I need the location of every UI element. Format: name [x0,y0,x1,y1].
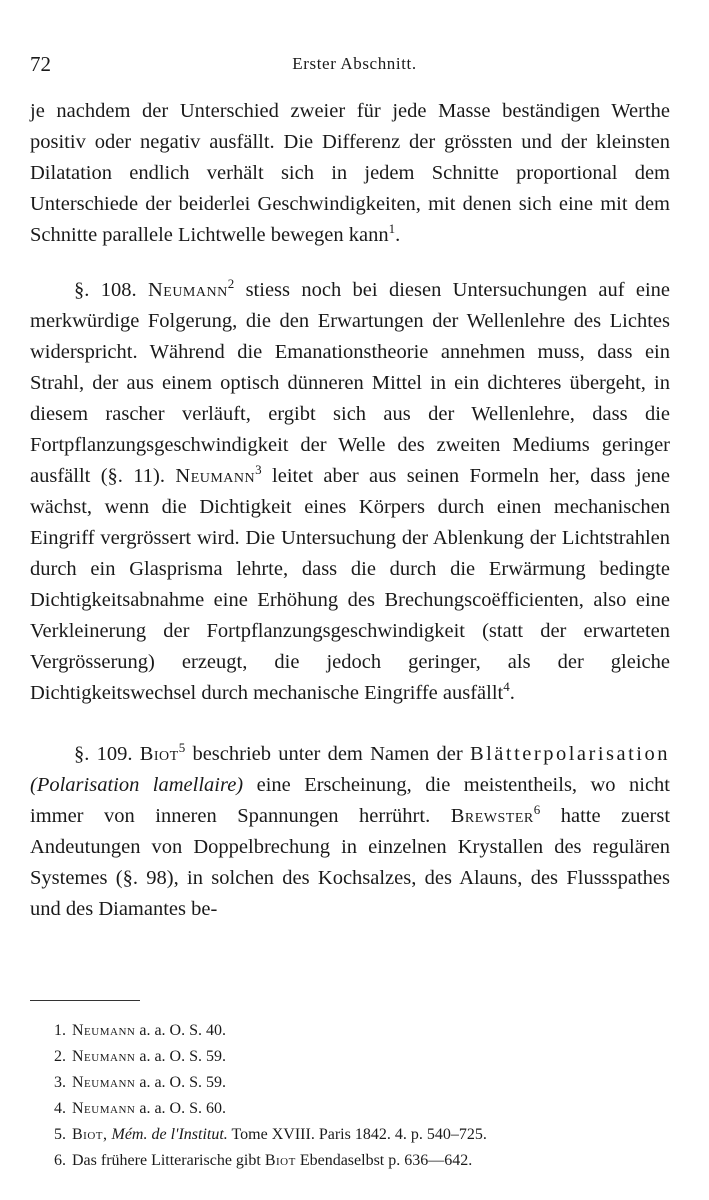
running-title: Erster Abschnitt. [292,54,417,73]
author-name: Neumann [147,279,228,301]
footnote-item [44,1018,487,1044]
page-number: 72 [30,52,51,76]
section-number: §. 109. [74,743,133,765]
footnote-number: 1. [54,1022,66,1039]
author-name: Biot [264,1152,296,1169]
paragraph-text: eine Erscheinung, die meistentheils, wo nicht immer von inneren Spannungen herrührt. [30,774,670,827]
spaced-term: Blätterpolarisation [469,743,671,765]
footnote-text: Ebendaselbst p. 636—642. [299,1152,473,1169]
paragraph-text: je nachdem der Unterschied zweier für jede Masse beständigen Werthe positiv oder negativ ausfällt. Die Differenz der grössten und der kleinsten Dilatation endlich verhält sich in jedem Schnitte proportional dem Unterschiede der beiderlei Geschwindigkeiten, mit denen sich eine mit dem Schnitte parallele Lichtwelle bewegen kann [30,100,670,246]
footnote-text: a. a. O. S. 59. [139,1074,226,1091]
author-name: Neumann [175,465,256,487]
footnote-text: Das frühere Litterarische gibt [72,1152,261,1169]
footnote-item [44,1122,487,1148]
footnote-ref: 6 [533,802,541,818]
author-name: Neumann [72,1100,136,1117]
footnote-text: Tome XVIII. Paris 1842. 4. p. 540–725. [231,1126,487,1143]
main-text [30,96,670,925]
author-name: Neumann [72,1048,136,1065]
footnote-number: 4. [54,1100,66,1117]
footnote-item [44,1148,487,1174]
footnote-item [44,1044,487,1070]
footnote-number: 2. [54,1048,66,1065]
footnote-text: a. a. O. S. 40. [139,1022,226,1039]
footnote-ref: 4 [503,679,510,695]
section-number: §. 108. [74,279,137,301]
page-header [30,52,679,82]
punctuation: . [395,224,401,246]
paragraph-text: beschrieb unter dem Namen der [192,743,463,765]
footnote-item [44,1070,487,1096]
italic-term: (Polarisation lamellaire) [30,774,244,796]
footnote-ref: 5 [178,740,186,756]
footnote-ref: 1 [388,221,396,237]
paragraph-text: leitet aber aus seinen Formeln her, dass jene wächst, wenn die Dichtigkeit eines Körpers durch einen mechanischen Eingriff vergrössert wird. Die Untersuchung der Ablenkung der Lichtstrahlen durch ein Glasprisma lehrte, dass die durch die Erwärmung bedingte Dichtigkeitsabnahme eine Erhöhung des Brechungscoëfficienten, also eine Verkleinerung der Fortpflanzungsgeschwindigkeit (statt der erwarteten Vergrösserung) erzeugt, die jedoch geringer, als der gleiche Dichtigkeitswechsel durch mechanische Eingriffe ausfällt [30,465,671,704]
italic-title: Mém. de l'Institut. [111,1126,228,1143]
footnote-divider [30,1000,140,1001]
paragraph-text: hatte zuerst Andeutungen von Doppelbrechung in einzelnen Krystallen des regulären Systemes (§. 98), in solchen des Kochsalzes, des Alauns, des Flussspathes und des Diamantes be- [30,805,671,920]
author-name: Neumann [72,1074,136,1091]
paragraph-continuation [30,96,670,251]
punctuation: . [509,682,515,704]
footnote-number: 3. [54,1074,66,1091]
footnote-ref: 3 [255,462,262,478]
footnotes [44,1018,487,1174]
footnote-text: a. a. O. S. 59. [139,1048,226,1065]
footnote-number: 6. [54,1152,66,1169]
footnote-text: a. a. O. S. 60. [139,1100,226,1117]
paragraph-section-108 [30,275,670,709]
author-name: Brewster [450,805,534,827]
author-name: Neumann [72,1022,136,1039]
footnote-item [44,1096,487,1122]
author-name: Biot, [72,1126,108,1143]
author-name: Biot [139,743,179,765]
footnote-ref: 2 [227,276,235,292]
footnote-number: 5. [54,1126,66,1143]
paragraph-section-109 [30,739,670,925]
paragraph-text: stiess noch bei diesen Untersuchungen auf eine merkwürdige Folgerung, die den Erwartungen der Wellenlehre des Lichtes widerspricht. Während die Emanationstheorie annehmen muss, dass ein Strahl, der aus einem optisch dünneren Mittel in ein dichteres übergeht, in diesem rascher verläuft, ergibt sich aus der Wellenlehre, dass die Fortpflanzungsgeschwindigkeit der Welle des zweiten Mediums geringer ausfällt (§. 11). [30,279,671,487]
